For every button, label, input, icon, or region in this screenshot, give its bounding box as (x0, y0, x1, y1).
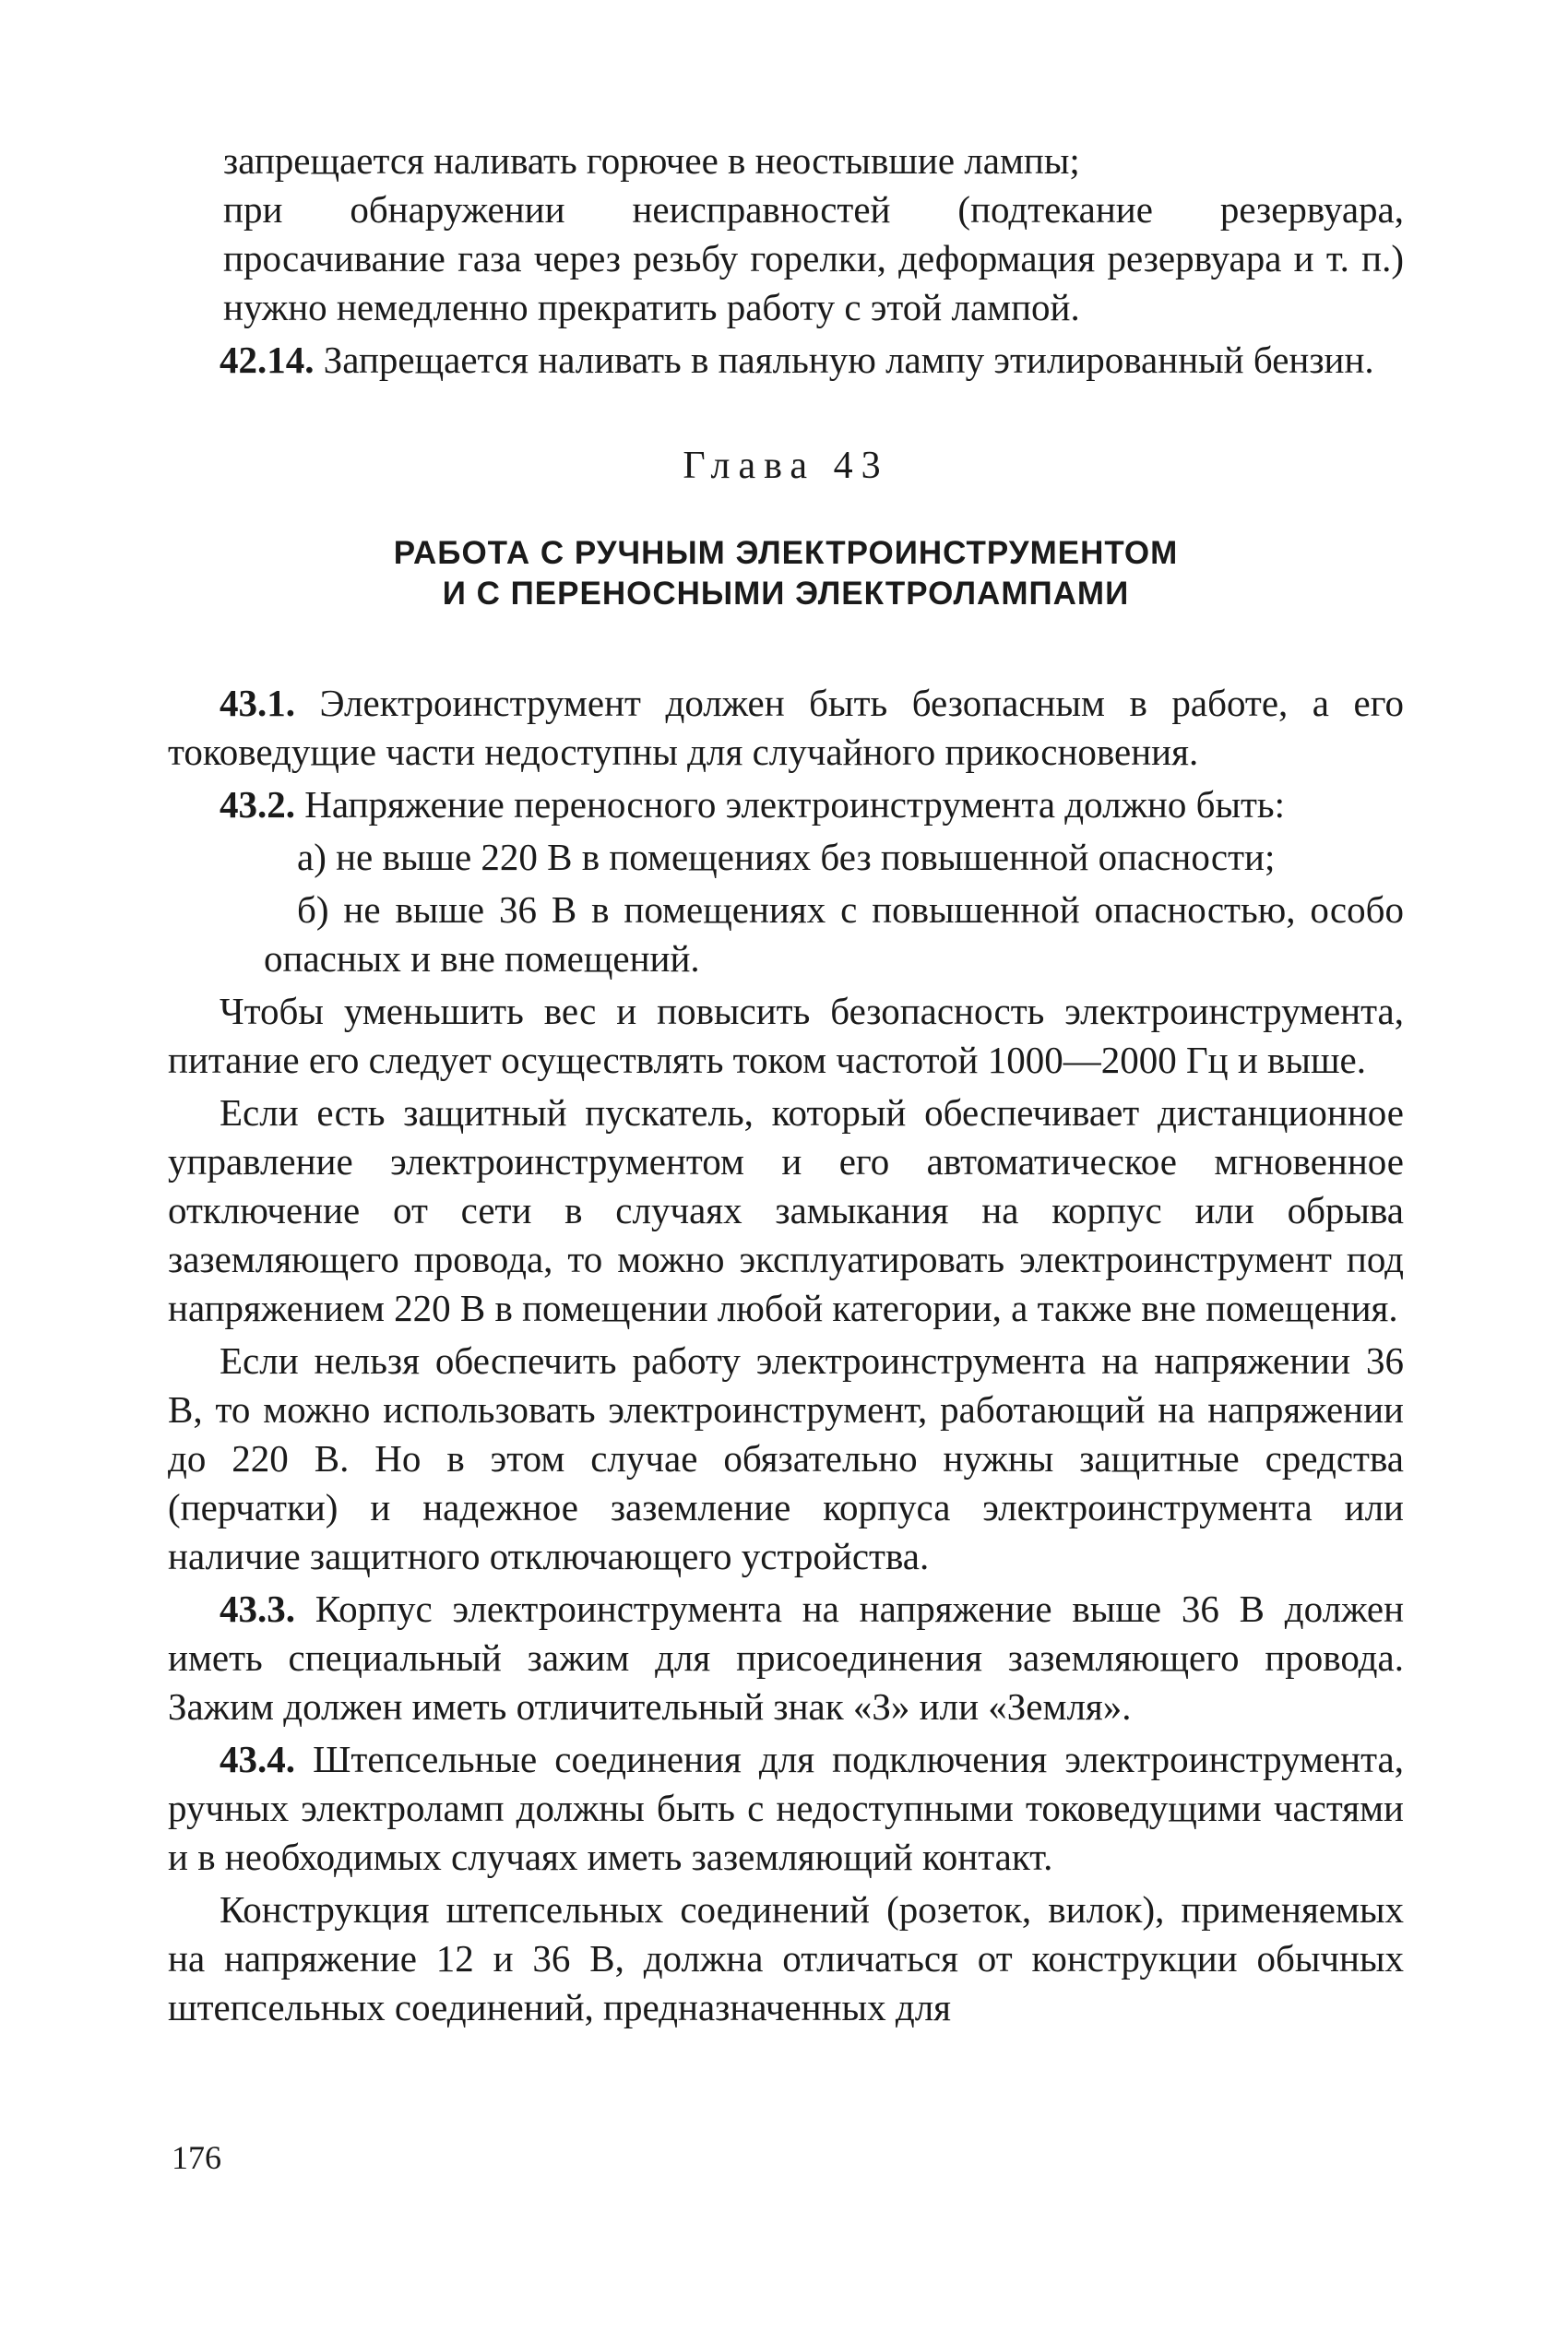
item-43-1 (168, 679, 1404, 777)
paragraph-intro-2: при обнаружении неисправностей (подтекание резервуара, просачивание газа через резьбу горелки, деформация резервуара и т. п.) нужно немедленно прекратить работу с этой лампой. (223, 188, 1404, 328)
paragraph-plug-design: Конструкция штепсельных соединений (розеток, вилок), применяемых на напряжение 12 и 36 В, должна отличаться от конструкции обычных штепсельных соединений, предназначенных для (168, 1888, 1404, 2028)
item-text: Электроинструмент должен быть безопасным в работе, а его токоведущие части недоступны для случайного прикосновения. (168, 682, 1405, 773)
paragraph-frequency: Чтобы уменьшить вес и повысить безопасность электроинструмента, питание его следует осуществлять током частотой 1000—2000 Гц и выше. (168, 990, 1404, 1081)
item-text: Напряжение переносного электроинструмента должно быть: (304, 783, 1286, 826)
chapter-title-line-1: РАБОТА С РУЧНЫМ ЭЛЕКТРОИНСТРУМЕНТОМ (393, 535, 1179, 571)
list-item-b: б) не выше 36 В в помещениях с повышенной опасностью, особо опасных и вне помещений. (264, 888, 1404, 980)
paragraph-intro-1: запрещается наливать горючее в неостывшие лампы; (223, 139, 1080, 182)
item-number: 43.3. (220, 1588, 295, 1630)
chapter-title-line-2: И С ПЕРЕНОСНЫМИ ЭЛЕКТРОЛАМПАМИ (442, 576, 1130, 612)
item-42-14 (168, 336, 1404, 385)
item-text: Штепсельные соединения для подключения электроинструмента, ручных электроламп должны быть с недоступными токоведущими частями и в необходимых случаях иметь заземляющий контакт. (168, 1738, 1404, 1878)
item-text: Запрещается наливать в паяльную лампу этилированный бензин. (323, 339, 1374, 381)
page-number: 176 (172, 2139, 221, 2176)
item-43-3 (168, 1585, 1404, 1731)
chapter-label: Глава 43 (683, 445, 889, 487)
item-number: 43.4. (220, 1738, 295, 1780)
item-43-2 (168, 780, 1404, 829)
item-number: 43.1. (220, 682, 295, 724)
list-item-a: а) не выше 220 В в помещениях без повышенной опасности; (297, 836, 1276, 878)
paragraph-220v: Если нельзя обеспечить работу электроинструмента на напряжении 36 В, то можно использовать электроинструмент, работающий на напряжении до 220 В. Но в этом случае обязательно нужны защитные средства (перчатки) и надежное заземление корпуса электроинструмента или наличие защитного отключающего устройства. (168, 1339, 1404, 1577)
item-43-4 (168, 1735, 1404, 1882)
item-text: Корпус электроинструмента на напряжение выше 36 В должен иметь специальный зажим для присоединения заземляющего провода. Зажим должен иметь отличительный знак «З» или «Земля». (168, 1588, 1405, 1728)
chapter-title (168, 533, 1404, 614)
item-number: 42.14. (220, 339, 315, 381)
paragraph-starter: Если есть защитный пускатель, который обеспечивает дистанционное управление электроинструментом и его автоматическое мгновенное отключение от сети в случаях замыкания на корпус или обрыва заземляющего провода, то можно эксплуатировать электроинструмент под напряжением 220 В в помещении любой категории, а также вне помещения. (168, 1091, 1404, 1329)
page-body (168, 137, 1404, 2032)
item-number: 43.2. (220, 783, 295, 826)
